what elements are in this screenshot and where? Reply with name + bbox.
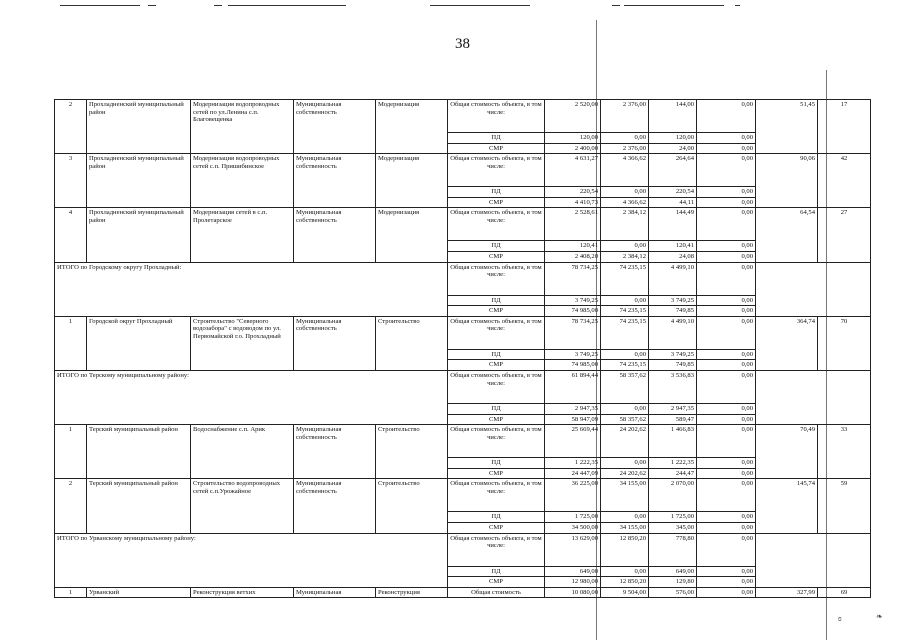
smr-label-cell: СМР (448, 197, 545, 208)
value-cell: 3 749,25 (545, 295, 601, 306)
row-number: 1 (55, 425, 87, 479)
value-cell: 220,54 (545, 187, 601, 198)
value-cell: 78 734,25 (545, 316, 601, 349)
row-number: 2 (55, 100, 87, 154)
value-cell: 0,00 (601, 403, 649, 414)
value-cell: 144,49 (649, 208, 697, 241)
value-cell: 0,00 (697, 458, 756, 469)
value-cell: 58 947,09 (545, 414, 601, 425)
header-rule (612, 5, 620, 6)
capacity-cell: 327,99 (756, 587, 818, 598)
pd-label-cell: ПД (448, 241, 545, 252)
rank-cell: 69 (818, 587, 871, 598)
cost-label-cell: Общая стоимость объекта, в том числе: (448, 100, 545, 133)
value-cell: 0,00 (697, 133, 756, 144)
value-cell: 2 947,35 (649, 403, 697, 414)
value-cell: 0,00 (601, 458, 649, 469)
smr-label-cell: СМР (448, 306, 545, 317)
value-cell: 1 725,00 (649, 512, 697, 523)
smr-label-cell: СМР (448, 522, 545, 533)
value-cell: 4 499,10 (649, 262, 697, 295)
value-cell: 0,00 (697, 414, 756, 425)
header-rule (624, 5, 724, 6)
table-row (55, 370, 871, 403)
work-type-cell: Модернизация (376, 100, 448, 154)
municipality-cell: Прохладненский муниципальный район (87, 154, 191, 208)
value-cell: 34 155,00 (601, 479, 649, 512)
value-cell: 649,00 (545, 566, 601, 577)
rank-cell: 59 (818, 479, 871, 533)
municipality-cell: Урванский (87, 587, 191, 598)
value-cell: 2 520,00 (545, 100, 601, 133)
row-number: 3 (55, 154, 87, 208)
value-cell: 129,80 (649, 577, 697, 588)
value-cell: 0,00 (697, 197, 756, 208)
table-row (55, 587, 871, 598)
value-cell: 74 235,15 (601, 262, 649, 295)
empty-cell (756, 262, 871, 316)
value-cell: 1 725,00 (545, 512, 601, 523)
value-cell: 2 947,35 (545, 403, 601, 414)
value-cell: 0,00 (697, 512, 756, 523)
summary-title-cell: ИТОГО по Урванскому муниципальному району: (55, 533, 448, 587)
value-cell: 1 222,35 (545, 458, 601, 469)
value-cell: 0,00 (697, 262, 756, 295)
value-cell: 74 985,00 (545, 306, 601, 317)
value-cell: 649,00 (649, 566, 697, 577)
value-cell: 0,00 (601, 241, 649, 252)
object-cell: Водоснабжение с.п. Арик (191, 425, 294, 479)
object-cell: Модернизация водопроводных сетей по ул.Ленина с.п. Благовещенка (191, 100, 294, 154)
value-cell: 0,00 (697, 251, 756, 262)
value-cell: 144,00 (649, 100, 697, 133)
value-cell: 3 749,25 (545, 349, 601, 360)
rank-cell: 33 (818, 425, 871, 479)
value-cell: 24,08 (649, 251, 697, 262)
value-cell: 74 985,00 (545, 360, 601, 371)
cost-label-cell: Общая стоимость объекта, в том числе: (448, 154, 545, 187)
value-cell: 74 235,15 (601, 306, 649, 317)
table-row (55, 262, 871, 295)
table-row (55, 100, 871, 133)
smr-label-cell: СМР (448, 577, 545, 588)
value-cell: 0,00 (697, 522, 756, 533)
value-cell: 58 357,62 (601, 414, 649, 425)
value-cell: 589,47 (649, 414, 697, 425)
value-cell: 2 408,20 (545, 251, 601, 262)
ownership-cell: Муниципальная собственность (294, 154, 376, 208)
value-cell: 0,00 (697, 241, 756, 252)
value-cell: 0,00 (697, 187, 756, 198)
capacity-cell: 51,45 (756, 100, 818, 154)
cost-label-cell: Общая стоимость объекта, в том числе: (448, 533, 545, 566)
ownership-cell: Муниципальная собственность (294, 479, 376, 533)
value-cell: 4 366,62 (601, 197, 649, 208)
value-cell: 2 070,00 (649, 479, 697, 512)
municipality-cell: Городской округ Прохладный (87, 316, 191, 370)
value-cell: 120,41 (545, 241, 601, 252)
table-row (55, 316, 871, 349)
table-row (55, 154, 871, 187)
object-cell: Строительство "Северного водозабора" с водоводом по ул. Первомайской г.о. Прохладный (191, 316, 294, 370)
value-cell: 0,00 (697, 370, 756, 403)
table-row (55, 479, 871, 512)
value-cell: 12 850,20 (601, 533, 649, 566)
value-cell: 61 894,44 (545, 370, 601, 403)
object-cell: Строительство водопроводных сетей с.п.Урожайное (191, 479, 294, 533)
ownership-cell: Муниципальная собственность (294, 208, 376, 262)
value-cell: 36 225,00 (545, 479, 601, 512)
value-cell: 2 376,00 (601, 143, 649, 154)
value-cell: 4 499,10 (649, 316, 697, 349)
rank-cell: 17 (818, 100, 871, 154)
pd-label-cell: ПД (448, 295, 545, 306)
value-cell: 0,00 (601, 349, 649, 360)
object-cell: Модернизация водопроводных сетей с.п. Пришибинское (191, 154, 294, 208)
pd-label-cell: ПД (448, 133, 545, 144)
scan-mark: ❧ (876, 612, 883, 621)
value-cell: 2 528,61 (545, 208, 601, 241)
value-cell: 0,00 (697, 587, 756, 598)
value-cell: 0,00 (601, 187, 649, 198)
row-number: 2 (55, 479, 87, 533)
municipality-cell: Прохладненский муниципальный район (87, 100, 191, 154)
row-number: 4 (55, 208, 87, 262)
value-cell: 0,00 (697, 316, 756, 349)
pd-label-cell: ПД (448, 349, 545, 360)
empty-cell (756, 370, 871, 424)
value-cell: 2 384,12 (601, 251, 649, 262)
value-cell: 74 235,15 (601, 360, 649, 371)
rank-cell: 42 (818, 154, 871, 208)
investment-table (54, 99, 871, 598)
header-rule (430, 5, 530, 6)
capacity-cell: 64,54 (756, 208, 818, 262)
value-cell: 3 749,25 (649, 349, 697, 360)
municipality-cell: Прохладненский муниципальный район (87, 208, 191, 262)
work-type-cell: Строительство (376, 316, 448, 370)
cost-label-cell: Общая стоимость объекта, в том числе: (448, 479, 545, 512)
table-row (55, 425, 871, 458)
work-type-cell: Модернизация (376, 208, 448, 262)
value-cell: 9 504,00 (601, 587, 649, 598)
value-cell: 2 376,00 (601, 100, 649, 133)
empty-cell (756, 533, 871, 587)
capacity-cell: 70,49 (756, 425, 818, 479)
value-cell: 34 155,00 (601, 522, 649, 533)
value-cell: 120,00 (649, 133, 697, 144)
municipality-cell: Терский муниципальный район (87, 425, 191, 479)
value-cell: 1 222,35 (649, 458, 697, 469)
value-cell: 44,11 (649, 197, 697, 208)
pd-label-cell: ПД (448, 512, 545, 523)
value-cell: 0,00 (697, 100, 756, 133)
value-cell: 749,85 (649, 360, 697, 371)
pd-label-cell: ПД (448, 403, 545, 414)
value-cell: 0,00 (697, 566, 756, 577)
value-cell: 120,00 (545, 133, 601, 144)
cost-label-cell: Общая стоимость (448, 587, 545, 598)
ownership-cell: Муниципальная собственность (294, 425, 376, 479)
value-cell: 264,64 (649, 154, 697, 187)
value-cell: 0,00 (697, 349, 756, 360)
value-cell: 0,00 (697, 577, 756, 588)
smr-label-cell: СМР (448, 251, 545, 262)
work-type-cell: Строительство (376, 479, 448, 533)
work-type-cell: Модернизация (376, 154, 448, 208)
header-rule (228, 5, 346, 6)
page-number: 38 (455, 36, 470, 52)
value-cell: 0,00 (697, 479, 756, 512)
value-cell: 12 850,20 (601, 577, 649, 588)
summary-title-cell: ИТОГО по Городскому округу Прохладный: (55, 262, 448, 316)
smr-label-cell: СМР (448, 468, 545, 479)
header-rule (60, 5, 140, 6)
rank-cell: 70 (818, 316, 871, 370)
value-cell: 3 536,83 (649, 370, 697, 403)
value-cell: 0,00 (697, 360, 756, 371)
value-cell: 24 202,62 (601, 468, 649, 479)
value-cell: 10 080,00 (545, 587, 601, 598)
value-cell: 3 749,25 (649, 295, 697, 306)
table-row (55, 208, 871, 241)
value-cell: 0,00 (697, 403, 756, 414)
ownership-cell: Муниципальная собственность (294, 316, 376, 370)
pd-label-cell: ПД (448, 566, 545, 577)
value-cell: 0,00 (697, 208, 756, 241)
value-cell: 0,00 (697, 425, 756, 458)
scan-mark: ɞ (838, 614, 842, 623)
row-number: 1 (55, 587, 87, 598)
value-cell: 4 366,62 (601, 154, 649, 187)
row-number: 1 (55, 316, 87, 370)
value-cell: 749,85 (649, 306, 697, 317)
cost-label-cell: Общая стоимость объекта, в том числе: (448, 316, 545, 349)
value-cell: 34 500,00 (545, 522, 601, 533)
value-cell: 0,00 (697, 533, 756, 566)
value-cell: 24 447,09 (545, 468, 601, 479)
value-cell: 2 400,00 (545, 143, 601, 154)
value-cell: 12 980,00 (545, 577, 601, 588)
value-cell: 0,00 (601, 512, 649, 523)
municipality-cell: Терский муниципальный район (87, 479, 191, 533)
value-cell: 58 357,62 (601, 370, 649, 403)
rank-cell: 27 (818, 208, 871, 262)
ownership-cell: Муниципальная собственность (294, 100, 376, 154)
value-cell: 4 410,73 (545, 197, 601, 208)
value-cell: 0,00 (601, 295, 649, 306)
work-type-cell: Реконструкция (376, 587, 448, 598)
pd-label-cell: ПД (448, 187, 545, 198)
header-rule (148, 5, 156, 6)
value-cell: 4 631,27 (545, 154, 601, 187)
capacity-cell: 364,74 (756, 316, 818, 370)
value-cell: 78 734,25 (545, 262, 601, 295)
value-cell: 220,54 (649, 187, 697, 198)
value-cell: 2 384,12 (601, 208, 649, 241)
header-rule (735, 5, 740, 6)
table-row (55, 533, 871, 566)
value-cell: 0,00 (697, 306, 756, 317)
value-cell: 778,80 (649, 533, 697, 566)
value-cell: 0,00 (601, 133, 649, 144)
cost-label-cell: Общая стоимость объекта, в том числе: (448, 370, 545, 403)
value-cell: 120,41 (649, 241, 697, 252)
capacity-cell: 145,74 (756, 479, 818, 533)
value-cell: 576,00 (649, 587, 697, 598)
smr-label-cell: СМР (448, 143, 545, 154)
header-rule (214, 5, 222, 6)
smr-label-cell: СМР (448, 360, 545, 371)
value-cell: 74 235,15 (601, 316, 649, 349)
value-cell: 0,00 (601, 566, 649, 577)
value-cell: 1 466,83 (649, 425, 697, 458)
value-cell: 0,00 (697, 143, 756, 154)
value-cell: 24 202,62 (601, 425, 649, 458)
cost-label-cell: Общая стоимость объекта, в том числе: (448, 262, 545, 295)
value-cell: 25 669,44 (545, 425, 601, 458)
summary-title-cell: ИТОГО по Терскому муниципальному району: (55, 370, 448, 424)
value-cell: 345,00 (649, 522, 697, 533)
cost-label-cell: Общая стоимость объекта, в том числе: (448, 425, 545, 458)
pd-label-cell: ПД (448, 458, 545, 469)
ownership-cell: Муниципальная (294, 587, 376, 598)
value-cell: 0,00 (697, 295, 756, 306)
object-cell: Реконструкция ветхих (191, 587, 294, 598)
value-cell: 244,47 (649, 468, 697, 479)
value-cell: 13 629,00 (545, 533, 601, 566)
work-type-cell: Строительство (376, 425, 448, 479)
object-cell: Модернизация сетей в с.п. Пролетарское (191, 208, 294, 262)
capacity-cell: 90,06 (756, 154, 818, 208)
value-cell: 0,00 (697, 154, 756, 187)
value-cell: 24,00 (649, 143, 697, 154)
cost-label-cell: Общая стоимость объекта, в том числе: (448, 208, 545, 241)
smr-label-cell: СМР (448, 414, 545, 425)
value-cell: 0,00 (697, 468, 756, 479)
